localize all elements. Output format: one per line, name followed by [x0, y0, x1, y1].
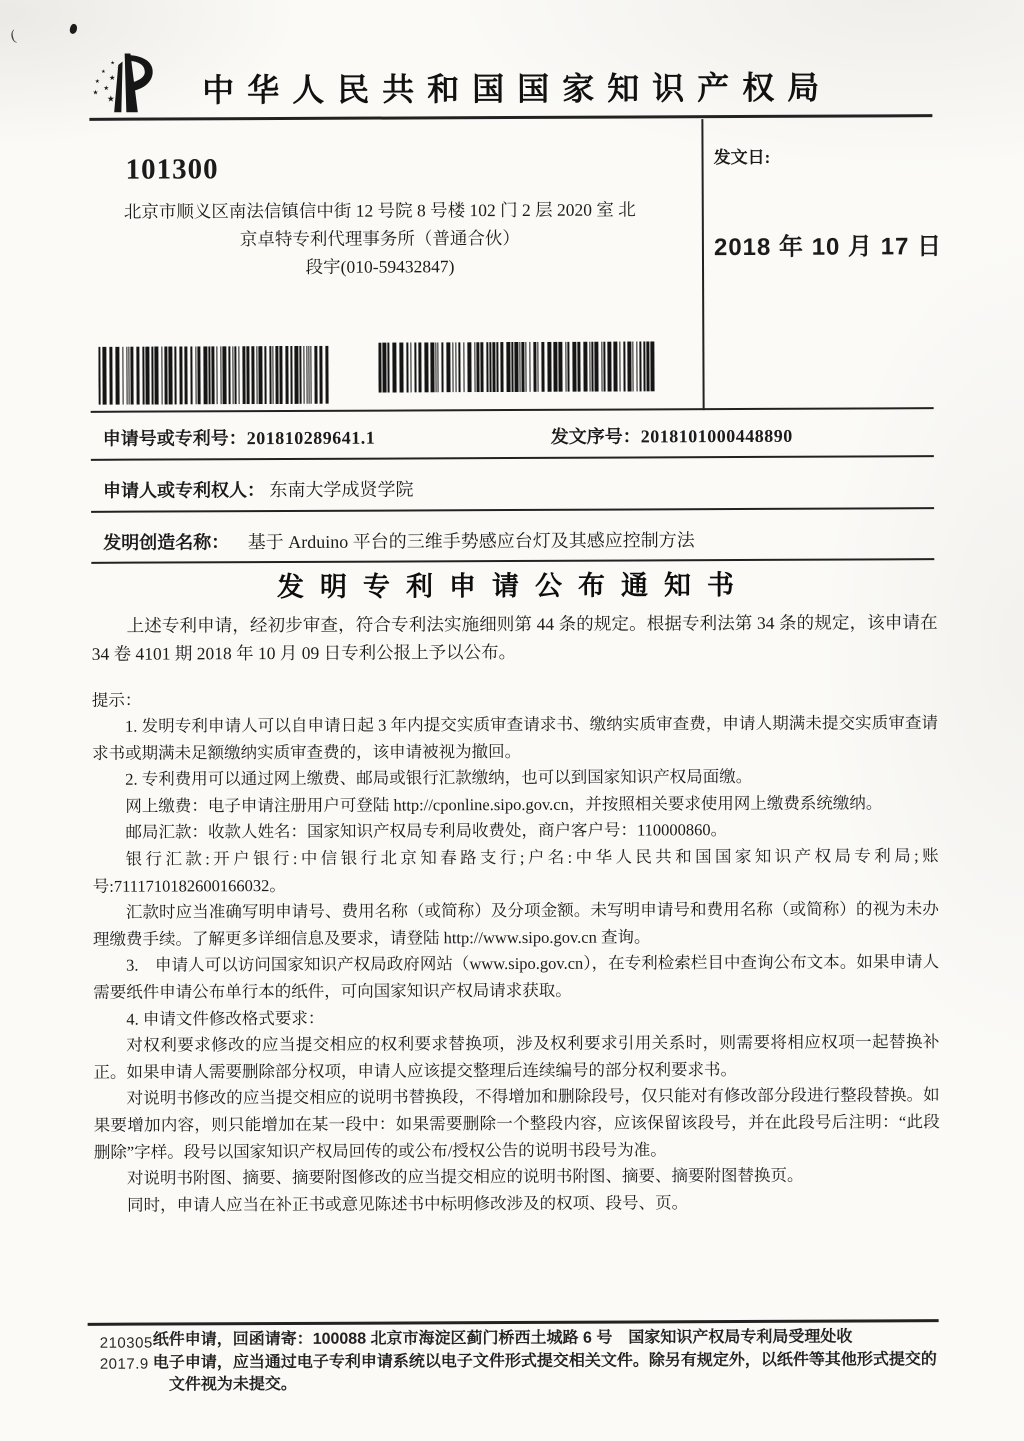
scan-speck — [69, 23, 79, 35]
svg-text:★: ★ — [92, 89, 99, 97]
footer-rule — [88, 1319, 939, 1326]
tip-item: 邮局汇款：收款人姓名：国家知识产权局专利局收费处，商户客户号：110000860。 — [125, 820, 728, 843]
issue-date-label: 发文日: — [713, 147, 771, 168]
recipient-address — [110, 195, 650, 281]
tip-item: 对权利要求修改的应当提交相应的权利要求替换项，涉及权利要求引用关系时，则需要将相应权项一起替换补正。如果申请人需要删除部分权项，申请人应该提交整理后连续编号的部分权利要求书。 — [93, 1032, 940, 1082]
svg-text:★: ★ — [110, 61, 115, 67]
rule-1 — [91, 455, 934, 461]
application-number-label: 申请号或专利号： — [102, 428, 247, 449]
scan-speck: ( — [9, 27, 18, 45]
footer-line-2: 电子申请，应当通过电子专利申请系统以电子文件形式提交相关文件。除另有规定外，以纸件等其他形式提交的 — [152, 1350, 937, 1372]
sipo-emblem-icon — [85, 46, 157, 114]
footer-line-3: 文件视为未提交。 — [168, 1375, 297, 1394]
notice-body — [92, 608, 941, 1219]
footer-line-1: 纸件申请，回函请寄：100088 北京市海淀区蓟门桥西土城路 6 号 国家知识产权局专利局受理处收 — [152, 1328, 853, 1349]
address-line-2: 京卓特专利代理事务所（普通合伙） — [239, 227, 520, 250]
tip-item: 1. 发明专利申请人可以自申请日起 3 年内提交实质审查请求书、缴纳实质审查费，申请人期满未提交实质审查请求书或期满未足额缴纳实质审查费的，该申请被视为撤回。 — [92, 713, 939, 763]
address-line-1: 北京市顺义区南法信镇信中街 12 号院 8 号楼 102 门 2 层 2020 室 北 — [123, 199, 636, 222]
postal-code: 101300 — [125, 153, 219, 186]
svg-text:★: ★ — [109, 74, 116, 83]
invention-title-value: 基于 Arduino 平台的三维手势感应台灯及其感应控制方法 — [247, 530, 695, 553]
tip-item: 网上缴费：电子申请注册用户可登陆 http://cponline.sipo.gov.cn，并按照相关要求使用网上缴费系统缴纳。 — [125, 793, 883, 816]
rule-2 — [91, 507, 934, 513]
tips-heading: 提示： — [91, 690, 142, 710]
date-box-divider — [701, 119, 704, 410]
footer-form-codes — [100, 1333, 153, 1375]
tip-item: 对说明书附图、摘要、摘要附图修改的应当提交相应的说明书附图、摘要、摘要附图替换页。 — [126, 1165, 804, 1188]
serial-barcode — [378, 341, 660, 392]
tip-item: 银行汇款:开户银行:中信银行北京知春路支行;户名:中华人民共和国国家知识产权局专利局;账号:7111710182600166032。 — [92, 846, 939, 896]
tip-item: 对说明书修改的应当提交相应的说明书替换段，不得增加和删除段号，仅只能对有修改部分段进行整段替换。如果要增加内容，则只能增加在某一段中：如果需要删除一个整段内容，应该保留该段号，并在此段号后注明：“此段删除”字样。段号以国家知识产权局回传的或公布/授权公告的说明书段号为准。 — [93, 1085, 940, 1162]
footer-instructions — [153, 1326, 953, 1397]
tip-item: 汇款时应当准确写明申请号、费用名称（或简称）及分项金额。未写明申请号和费用名称（或简称）的视为未办理缴费手续。了解更多详细信息及要求，请登陆 http://www.sipo.gov.cn 查询。 — [92, 899, 939, 949]
tip-item: 同时，申请人应当在补正书或意见陈述书中标明修改涉及的权项、段号、页。 — [127, 1192, 689, 1215]
rule-under-barcodes — [91, 407, 934, 413]
svg-text:★: ★ — [116, 66, 123, 73]
tip-item: 4. 申请文件修改格式要求： — [126, 1008, 325, 1029]
serial-number-label: 发文序号： — [550, 426, 641, 447]
invention-title-label: 发明创造名称： — [103, 532, 230, 553]
lead-paragraph: 上述专利申请，经初步审查，符合专利法实施细则第 44 条的规定。根据专利法第 34 条的规定，该申请在 34 卷 4101 期 2018 年 10 月 09 日专利公报上予以公布。 — [91, 612, 938, 664]
agency-title: 中华人民共和国国家知识产权局 — [202, 69, 833, 109]
tip-item: 2. 专利费用可以通过网上缴费、邮局或银行汇款缴纳，也可以到国家知识产权局面缴。 — [125, 767, 753, 789]
svg-text:★: ★ — [101, 69, 106, 75]
svg-text:★: ★ — [103, 85, 110, 93]
header-rule — [89, 114, 932, 121]
invention-title-row — [103, 525, 933, 555]
notice-title: 发明专利申请公布通知书 — [276, 569, 750, 603]
application-number-row — [103, 421, 933, 451]
svg-text:★: ★ — [94, 79, 100, 86]
applicant-label: 申请人或专利权人： — [102, 480, 266, 501]
issue-date-value: 2018 年 10 月 17 日 — [713, 233, 943, 262]
form-version: 2017.9 — [99, 1355, 149, 1373]
svg-text:★: ★ — [106, 93, 115, 104]
application-number-value: 201810289641.1 — [246, 427, 376, 449]
applicant-row — [103, 473, 933, 503]
address-line-3: 段宇(010-59432847) — [305, 256, 455, 277]
application-barcode — [98, 346, 335, 405]
form-code: 210305 — [99, 1334, 153, 1352]
serial-number-value: 2018101000448890 — [640, 425, 793, 447]
applicant-value: 东南大学成贤学院 — [269, 479, 414, 501]
tip-item: 3. 申请人可以访问国家知识产权局政府网站（www.sipo.gov.cn），在专利检索栏目中查询公布文本。如果申请人需要纸件申请公布单行本的纸件，可向国家知识产权局请求获取。 — [93, 952, 940, 1002]
